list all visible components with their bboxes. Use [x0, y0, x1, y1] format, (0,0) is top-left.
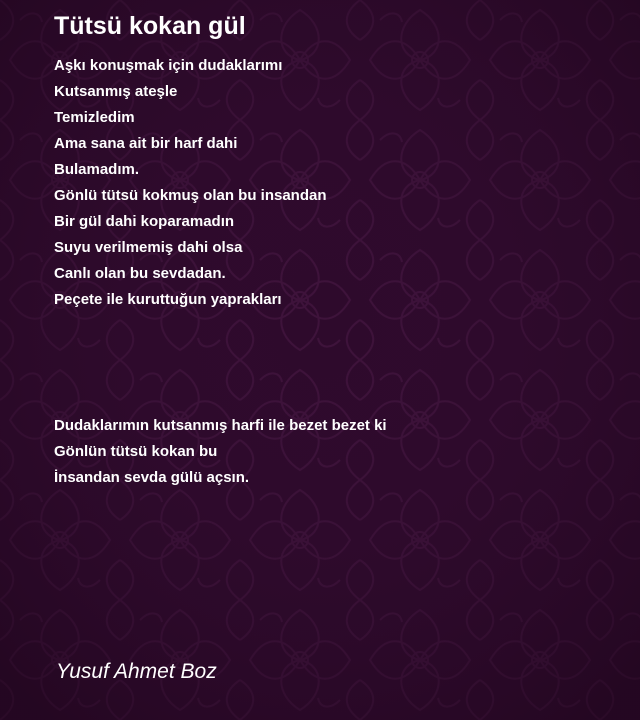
poem-line: Aşkı konuşmak için dudaklarımı: [54, 57, 283, 74]
stanza-1: [54, 53, 327, 313]
poem-line: Suyu verilmemiş dahi olsa: [54, 239, 243, 256]
poem-line: Dudaklarımın kutsanmış harfi ile bezet bezet ki: [54, 417, 387, 434]
poem-line: Kutsanmış ateşle: [54, 83, 178, 100]
poem-line: Ama sana ait bir harf dahi: [54, 135, 238, 152]
poem-line: Bir gül dahi koparamadın: [54, 213, 235, 230]
poem-title: Tütsü kokan gül: [54, 12, 246, 40]
poem-line: Gönlü tütsü kokmuş olan bu insandan: [54, 187, 327, 204]
poem-line: İnsandan sevda gülü açsın.: [54, 469, 250, 486]
poem-line: Canlı olan bu sevdadan.: [54, 265, 226, 282]
poem-author: Yusuf Ahmet Boz: [56, 660, 217, 683]
poem-line: Peçete ile kuruttuğun yaprakları: [54, 291, 282, 308]
stanza-2: [54, 413, 387, 491]
poem-line: Temizledim: [54, 109, 135, 126]
poem-line: Gönlün tütsü kokan bu: [54, 443, 218, 460]
poem-line: Bulamadım.: [54, 161, 140, 178]
